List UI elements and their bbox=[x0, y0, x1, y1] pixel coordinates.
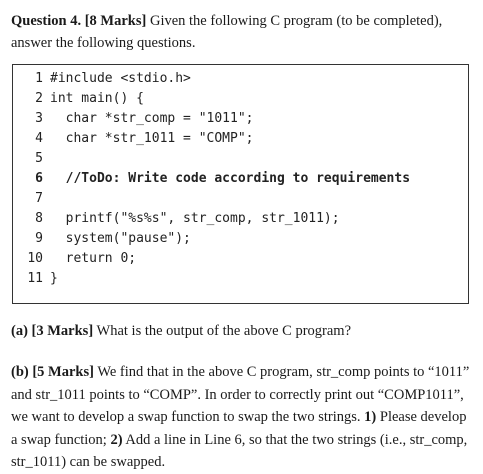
part-a-text: What is the output of the above C program? bbox=[93, 323, 352, 339]
line-code: //ToDo: Write code according to requirements bbox=[50, 171, 411, 186]
part-b-text: Add a line in Line 6, so that the two strings (i.e., str_comp, str_1011) can be swapped. bbox=[11, 431, 468, 470]
line-number: 6 bbox=[35, 171, 43, 186]
line-number: 2 bbox=[35, 91, 43, 106]
question-text: Given the following C program (to be completed), answer the following questions. bbox=[11, 13, 443, 51]
part-a-label: (a) [3 Marks] bbox=[11, 323, 94, 339]
line-code: int main() { bbox=[50, 91, 144, 106]
line-number: 9 bbox=[35, 231, 43, 246]
line-code: return 0; bbox=[50, 251, 137, 266]
question-label: Question 4. bbox=[11, 13, 82, 29]
line-number: 1 bbox=[35, 71, 43, 86]
part-b-text: Please develop a swap function; bbox=[11, 409, 467, 448]
line-code: system("pause"); bbox=[50, 231, 191, 246]
line-code: char *str_comp = "1011"; bbox=[50, 111, 254, 126]
line-code: #include <stdio.h> bbox=[50, 71, 191, 86]
line-number: 8 bbox=[35, 211, 43, 226]
line-number: 7 bbox=[35, 191, 43, 206]
part-b-step-1: 1) bbox=[364, 409, 377, 425]
line-number: 3 bbox=[35, 111, 43, 126]
part-b-step-2: 2) bbox=[110, 431, 123, 448]
line-number: 10 bbox=[27, 251, 43, 266]
part-b bbox=[11, 361, 475, 474]
line-number: 5 bbox=[35, 151, 43, 166]
line-code: char *str_1011 = "COMP"; bbox=[50, 131, 254, 146]
line-number: 11 bbox=[27, 271, 43, 286]
line-code: } bbox=[50, 271, 58, 286]
line-number: 4 bbox=[35, 131, 43, 146]
code-block bbox=[12, 64, 469, 304]
part-b-label: (b) [5 Marks] bbox=[11, 364, 94, 380]
question-marks: [8 Marks] bbox=[84, 13, 147, 29]
part-a bbox=[11, 320, 475, 343]
part-b-text: We find that in the above C program, str_comp points to “1011” and str_1011 points to “COMP”. In order to correctly print out “COMP1011”, we want to develop a swap function to swap the two strings. bbox=[11, 364, 470, 425]
question-header bbox=[11, 10, 473, 54]
line-code: printf("%s%s", str_comp, str_1011); bbox=[50, 211, 340, 226]
